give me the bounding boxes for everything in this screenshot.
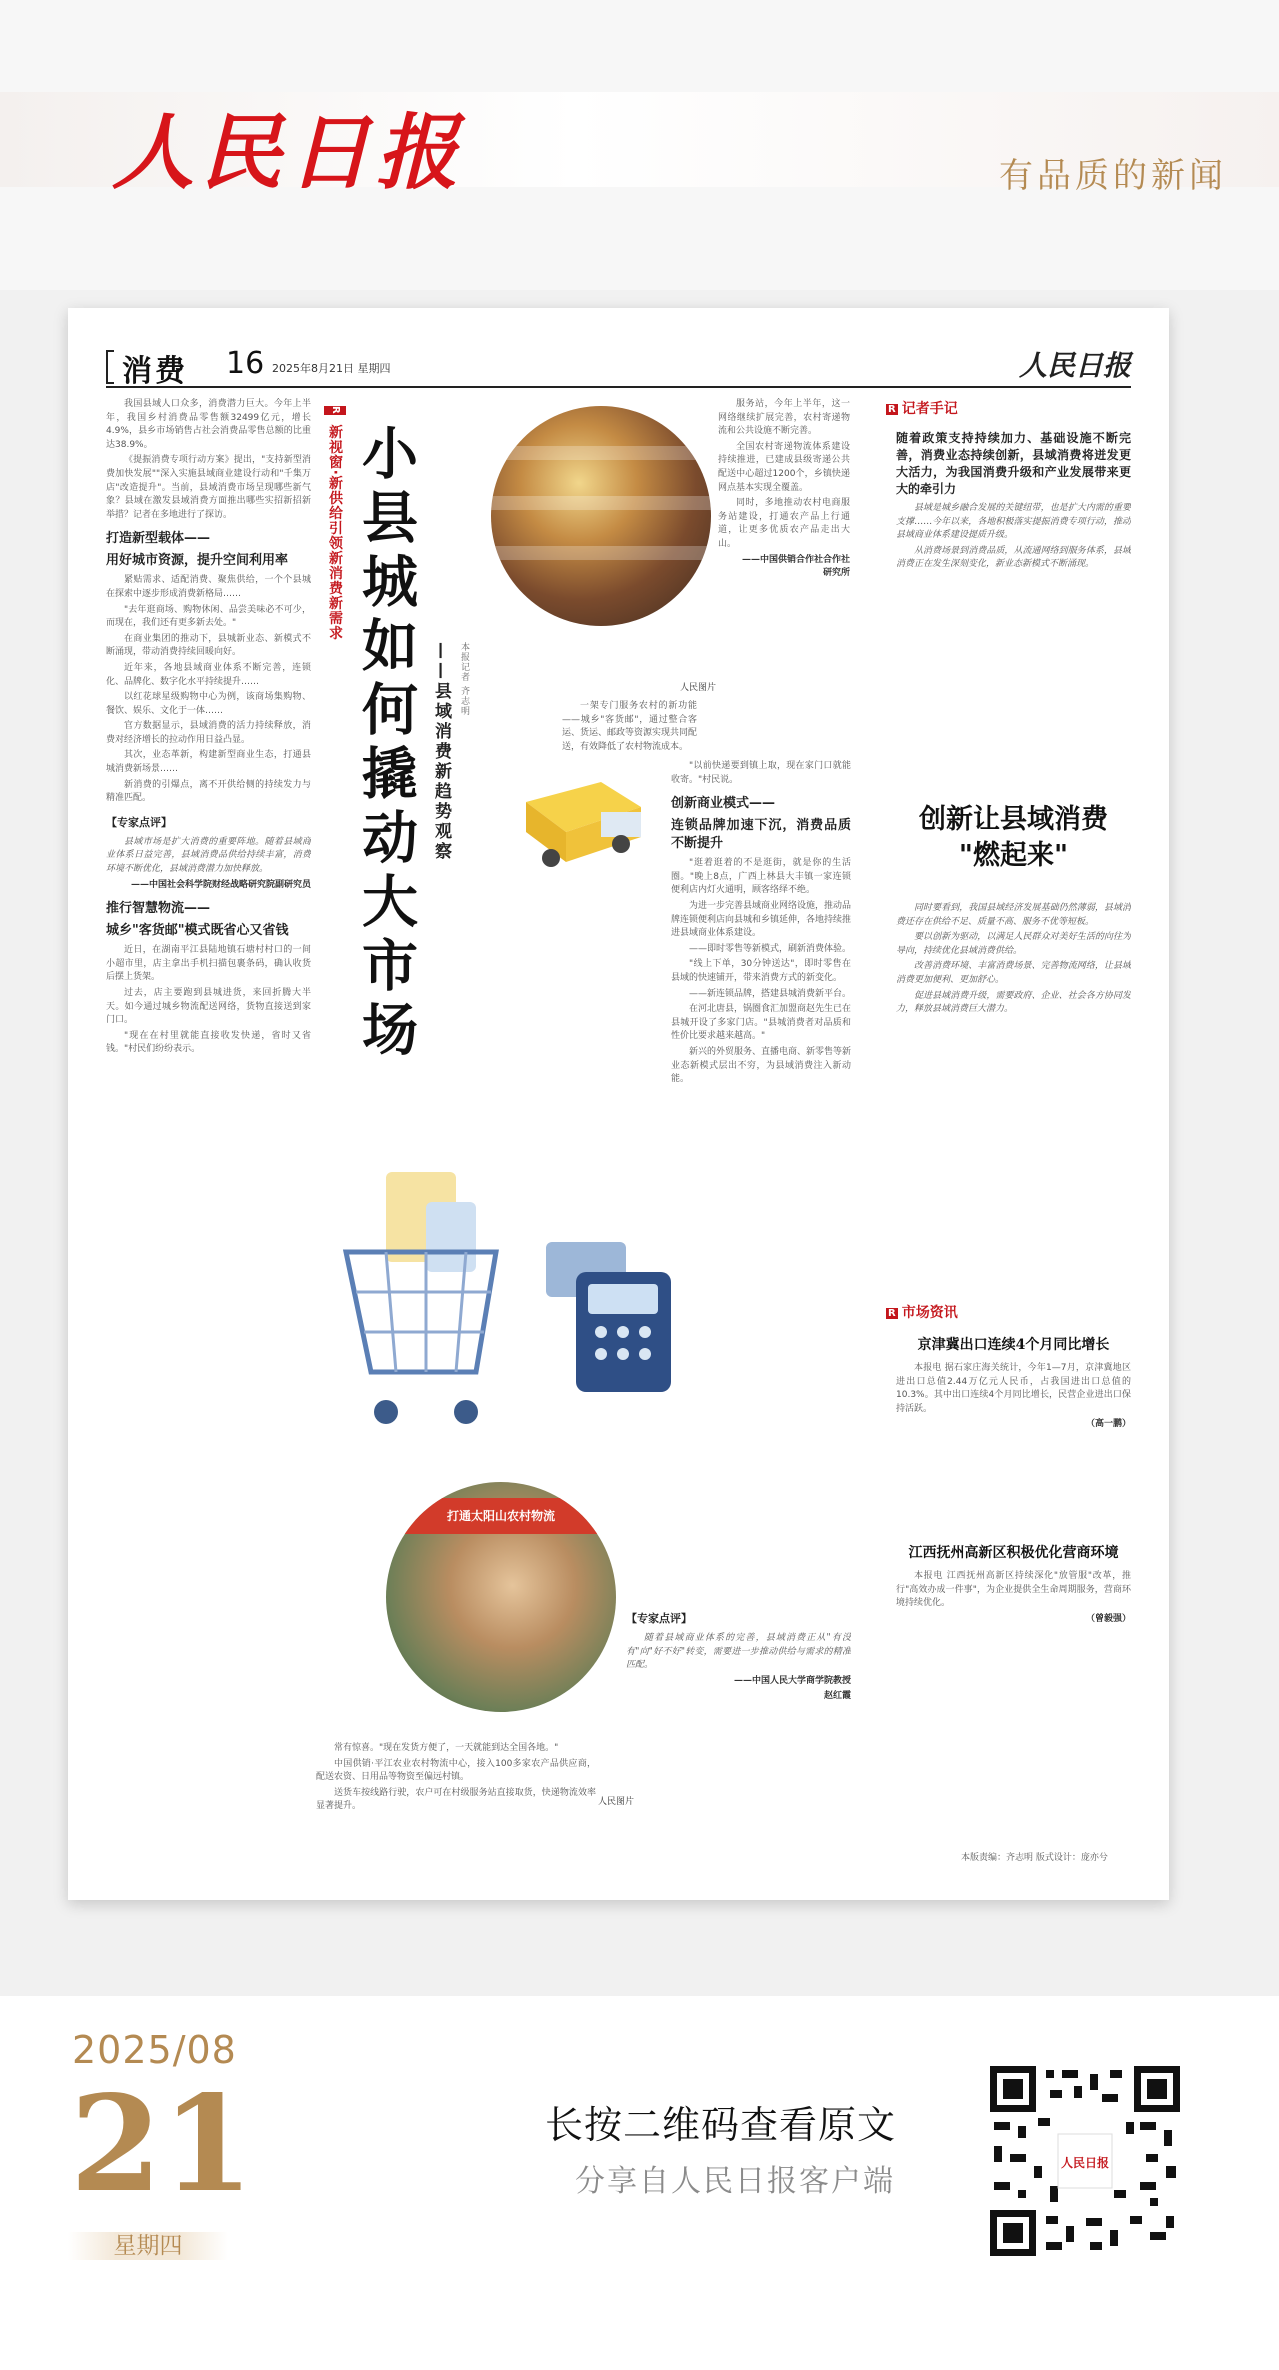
page-header: [106, 342, 1131, 388]
news-author: （曾毅强）: [1085, 1613, 1131, 1624]
kicker-text: 新视窗·新供给引领新消费新需求: [327, 424, 343, 641]
expert-source: ——中国人民大学商学院教授: [733, 1675, 851, 1686]
news-item: [896, 1570, 1131, 1770]
editor-note-lead: 随着政策支持持续加力、基础设施不断完善，消费业态持续创新，县域消费将迸发更大活力，为我国消费升级和产业发展带来更大的牵引力: [896, 431, 1131, 496]
expert-comment: 随着县域商业体系的完善，县域消费正从"有没有"向"好不好"转变，需要进一步推动供给与需求的精准匹配。: [626, 1633, 851, 1671]
paragraph: 服务站，今年上半年，这一网络继续扩展完善，农村寄递物流和公共设施不断完善。: [718, 399, 850, 437]
expert-source: ——中国社会科学院财经战略研究院副研究员: [130, 879, 311, 890]
payment-terminal-icon: [526, 1222, 686, 1402]
paragraph: 同时要看到，我国县域经济发展基础仍然薄弱，县域消费还存在供给不足、质量不高、服务不优等短板。: [896, 903, 1131, 927]
paragraph: 同时，多地推动农村电商服务站建设，打通农产品上行通道，让更多优质农产品走出大山。: [718, 498, 850, 549]
photo-banner: 打通太阳山农村物流: [386, 1498, 616, 1534]
date-year-month: 2025/08: [72, 2028, 237, 2072]
r-badge-icon: R: [324, 406, 346, 415]
page-date: 2025年8月21日 星期四: [272, 362, 391, 375]
paragraph: 新兴的外贸服务、直播电商、新零售等新业态新模式层出不穷，为县域消费注入新动能。: [671, 1046, 851, 1085]
date-day: 21: [70, 2067, 254, 2222]
paragraph: 改善消费环境、丰富消费场景、完善物流网络，让县域消费更加便利、更加舒心。: [896, 961, 1131, 985]
expert-comment: 县域市场是扩大消费的重要阵地。随着县域商业体系日益完善，县域消费品供给持续丰富，消费环境不断优化，县域消费潜力加快释放。: [106, 836, 311, 875]
subheading: 创新商业模式——: [671, 796, 776, 812]
byline: 本报记者 齐志明: [459, 642, 469, 716]
commentary-body: [896, 902, 1131, 1282]
paragraph: "逛着逛着的不是逛街，就是你的生活圈。"晚上8点，广西上林县大丰镇一家连锁便利店内灯火通明，顾客络绎不绝。: [671, 858, 851, 896]
commentary-title: 创新让县域消费 "燃起来": [919, 804, 1108, 871]
subheading: 打造新型载体——: [106, 531, 211, 547]
expert-label: 【专家点评】: [626, 1612, 692, 1625]
market-news-title: R 市场资讯: [888, 1305, 958, 1321]
article-column-mid-intro: [562, 700, 697, 760]
shopping-cart-icon: [326, 1132, 526, 1452]
paragraph: 县域是城乡融合发展的关键纽带，也是扩大内需的重要支撑……今年以来，各地积极落实提振消费专项行动，推动县域商业体系建设提质升级。: [896, 503, 1131, 541]
share-source: 分享自人民日报客户端: [575, 2164, 895, 2199]
expert-label: 【专家点评】: [106, 815, 172, 829]
r-badge-icon: R: [888, 403, 896, 415]
paragraph: 中国供销·平江农业农村物流中心，接入100多家农产品供应商，配送农资、日用品等物资至偏远村镇。: [316, 1758, 596, 1783]
paragraph: 常有惊喜。"现在发货方便了，一天就能到达全国各地。": [334, 1743, 559, 1753]
photo-caption: 人民图片: [680, 683, 717, 693]
paragraph: "线上下单，30分钟送达"，即时零售在县域的快速铺开，带来消费方式的新变化。: [671, 959, 851, 983]
paragraph: 我国县域人口众多，消费潜力巨大。今年上半年，我国乡村消费品零售额32499亿元，增长4.9%，县乡市场销售占社会消费品零售总额的比重达38.9%。: [106, 399, 311, 450]
share-footer: [0, 1996, 1279, 2370]
paragraph: "去年逛商场、购物休闲、品尝美味必不可少，而现在，我们还有更多新去处。": [106, 604, 311, 629]
paragraph: 本报电 据石家庄海关统计，今年1—7月，京津冀地区进出口总值2.44万亿元人民币，占我国进出口总值的10.3%。其中出口连续4个月同比增长，民营企业进出口保持活跃。: [896, 1363, 1131, 1414]
paragraph: ——即时零售等新模式，刷新消费体验。: [689, 943, 851, 954]
paragraph: 要以创新为驱动，以满足人民群众对美好生活的向往为导向，持续优化县域消费供给。: [896, 932, 1131, 956]
subheadline: ——县域消费新趋势观察: [431, 642, 451, 862]
news-item: [896, 1362, 1131, 1522]
source-line: ——中国供销合作社合作社研究所: [741, 554, 850, 579]
paragraph: "以前快递要到镇上取，现在家门口就能收寄。"村民说。: [671, 761, 851, 785]
header-slogan: 有品质的新闻: [999, 156, 1227, 196]
paragraph: 全国农村寄递物流体系建设持续推进，已建成县级寄递公共配送中心超过1200个，乡镇快递网点基本实现全覆盖。: [718, 441, 850, 493]
editor-note-title: R 记者手记: [888, 401, 958, 417]
paragraph: 为进一步完善县域商业网络设施，推动品牌连锁便利店向县城和乡镇延伸，各地持续推进县域商业体系建设。: [671, 900, 851, 939]
qr-instruction: 长按二维码查看原文: [545, 2103, 897, 2147]
paragraph: 促进县域消费升级，需要政府、企业、社会各方协同发力，释放县域消费巨大潜力。: [896, 990, 1131, 1015]
editor-note: [896, 422, 1131, 752]
section-name: 消费: [122, 354, 188, 389]
article-column-1: [106, 398, 311, 1838]
news-headline: 京津冀出口连续4个月同比增长: [917, 1337, 1110, 1353]
newspaper-page[interactable]: [68, 308, 1169, 1900]
mini-masthead-logo: 人民日报: [1018, 349, 1131, 382]
news-headline: 江西抚州高新区积极优化营商环境: [908, 1545, 1119, 1561]
paragraph: 一架专门服务农村的新功能——城乡"客货邮"，通过整合客运、货运、邮政等资源实现共同配送，有效降低了农村物流成本。: [562, 701, 697, 752]
app-header: [0, 0, 1279, 290]
paragraph: 过去，店主要跑到县城进货，来回折腾大半天。如今通过城乡物流配送网络，货物直接送到家门口。: [106, 988, 311, 1026]
paragraph: 新消费的引爆点，离不开供给侧的持续发力与精准匹配。: [106, 779, 311, 804]
photo-caption: 人民图片: [598, 1797, 635, 1807]
paragraph: 《提振消费专项行动方案》提出，"支持新型消费加快发展""深入实施县域商业建设行动和"千集万店"改造提升"。当前，县域消费市场呈现哪些新气象？县域在激发县域消费方面推出哪些实招新招新举措？记者在多地进行了探访。: [106, 455, 311, 520]
delivery-truck-icon: [506, 762, 656, 872]
subheading: 城乡"客货邮"模式既省心又省钱: [106, 923, 289, 939]
article-column-mid: [671, 760, 851, 1510]
subheading: 连锁品牌加速下沉，消费品质不断提升: [671, 818, 851, 852]
paragraph: "现在在村里就能直接收发快递，省时又省钱。"村民们纷纷表示。: [106, 1030, 311, 1055]
paragraph: 在商业集团的推动下，县城新业态、新模式不断涌现，带动消费持续回暖向好。: [106, 633, 311, 658]
qr-logo: 人民日报: [1060, 2156, 1110, 2170]
news-author: （高一鹏）: [1085, 1419, 1131, 1430]
date-weekday: 星期四: [68, 2232, 228, 2260]
paragraph: 本报电 江西抚州高新区持续深化"放管服"改革，推行"高效办成一件事"，为企业提供全生命周期服务，营商环境持续优化。: [896, 1571, 1131, 1609]
article-column-bottom-left: [316, 1742, 596, 1872]
paragraph: 以红花球星级购物中心为例，该商场集购物、餐饮、娱乐、文化于一体……: [106, 692, 311, 716]
logistics-photo: [386, 1482, 616, 1712]
signature: 赵红霞: [823, 1691, 851, 1702]
section-bracket-icon: [106, 350, 114, 384]
market-photo: [491, 406, 711, 626]
masthead-logo: 人民日报: [112, 105, 464, 201]
paragraph: 送货车按线路行驶，农户可在村级服务站直接取货，快递物流效率显著提升。: [316, 1787, 596, 1812]
qr-code-icon[interactable]: [990, 2066, 1180, 2256]
newspaper-content: [106, 342, 1131, 1872]
paragraph: 近年来，各地县域商业体系不断完善，连锁化、品牌化、数字化水平持续提升……: [106, 662, 311, 687]
subheading: 用好城市资源，提升空间利用率: [106, 553, 289, 569]
paragraph: 从消费场景到消费品质，从流通网络到服务体系，县域消费正在发生深刻变化，新业态新模式不断涌现。: [896, 545, 1131, 570]
page-number: 16: [226, 346, 265, 381]
kicker: [324, 406, 346, 641]
article-column-bottom-right: [626, 1602, 851, 1872]
paragraph: 官方数据显示，县域消费的活力持续释放，消费对经济增长的拉动作用日益凸显。: [106, 721, 311, 745]
paragraph: ——新连锁品牌，搭建县城消费新平台。: [689, 988, 851, 999]
paragraph: 在河北唐县，锅圈食汇加盟商赵先生已在县城开设了多家门店。"县城消费者对品质和性价比要求越来越高。": [671, 1004, 851, 1042]
headline: 小县城如何撬动大市场: [353, 424, 419, 1064]
paragraph: 其次，业态革新，构建新型商业生态，打通县城消费新场景……: [106, 750, 311, 775]
paragraph: 紧贴需求、适配消费、聚焦供给，一个个县城在探索中逐步形成消费新格局……: [106, 575, 311, 599]
editor-credits: 本版责编：齐志明 版式设计：庞亦兮: [961, 1853, 1108, 1863]
r-badge-icon: R: [888, 1307, 896, 1319]
subheading: 推行智慧物流——: [106, 901, 211, 917]
article-column-logistics: [718, 398, 850, 698]
paragraph: 近日，在湖南平江县陆地镇石塘村村口的一间小超市里，店主拿出手机扫描包裹条码，确认收货后摆上货架。: [106, 945, 311, 983]
